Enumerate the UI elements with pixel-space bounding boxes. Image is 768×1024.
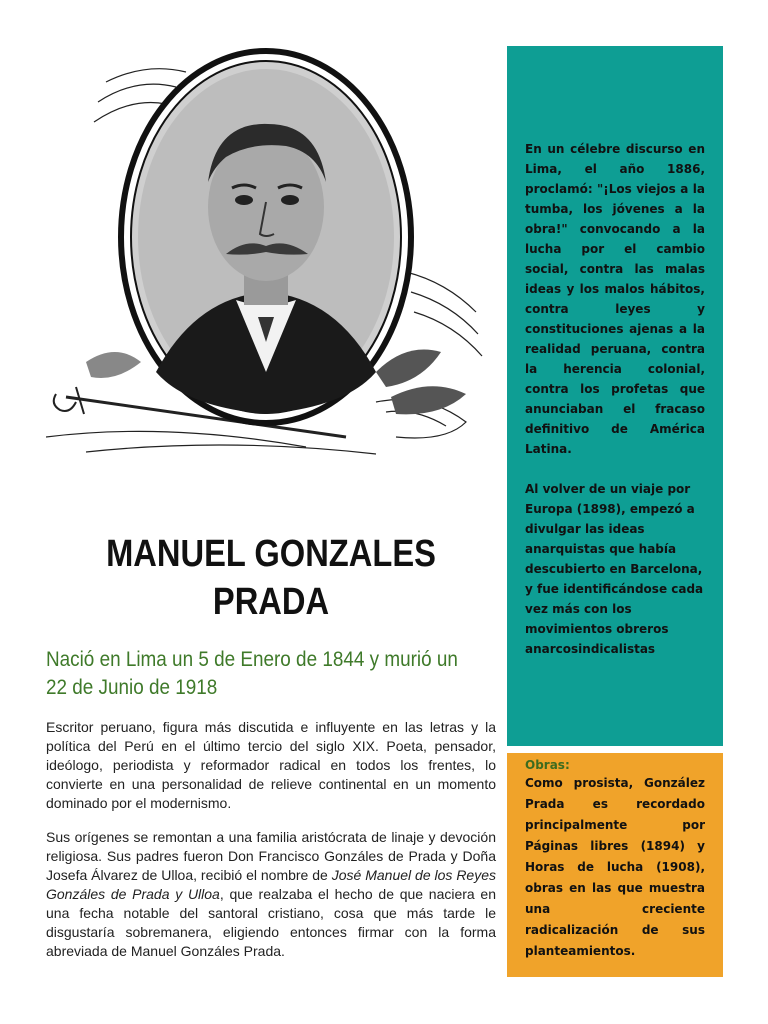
paragraph-2-start: Sus orígenes se remontan a una familia aristócrata de linaje y devoción religiosa. Sus padres fueron Don Francisco Gonzáles de Prada y Doña Josefa Álvarez de Ulloa, recibió el nombre de: [46, 829, 496, 883]
biography-paragraph-2: [46, 828, 496, 961]
works-text: Como prosista, González Prada es recordado principalmente por Páginas libres (1894) y Horas de lucha (1908), obras en las que muestra una creciente radicalización de sus planteamientos.: [525, 776, 705, 958]
page-title: MANUEL GONZALES PRADA: [106, 533, 436, 623]
anarchism-paragraph: Al volver de un viaje por Europa (1898), empezó a divulgar las ideas anarquistas que había descubierto en Barcelona, y fue identificándose cada vez más con los movimientos obreros anarcosindicalistas: [525, 482, 704, 656]
engraved-oval-portrait-icon: [46, 42, 488, 462]
birth-death-subtitle: Nació en Lima un 5 de Enero de 1844 y murió un 22 de Junio de 1918: [46, 648, 458, 699]
portrait-illustration: [46, 42, 488, 462]
paragraph-2-end: , que realzaba el hecho de que naciera en una fecha notable del santoral cristiano, cosa que más tarde le disgustaría sobremanera, eligiendo entonces firmar con la forma abreviada de Manuel Gonzáles Prada.: [46, 886, 497, 959]
biography-paragraph-1: Escritor peruano, figura más discutida e influyente en las letras y la política del Perú en el último tercio del siglo XIX. Poeta, pensador, ideólogo, periodista y reformador radical en todos los frentes, lo convierte en una personalidad de relieve continental en un momento dominado por el modernismo.: [46, 719, 496, 811]
full-birth-name: José Manuel de los Reyes Gonzáles de Prada y Ulloa: [46, 867, 497, 902]
speech-quote-paragraph: En un célebre discurso en Lima, el año 1886, proclamó: "¡Los viejos a la tumba, los jóvenes a la obra!" convocando a la lucha por el cambio social, contra las malas ideas y los malos hábitos, contra leyes y constituciones ajenas a la realidad peruana, contra la herencia colonial, contra los profetas que anunciaban el fracaso definitivo de América Latina.: [525, 142, 705, 456]
biography-text: [46, 718, 496, 976]
works-label: Obras:: [525, 758, 570, 772]
teal-sidebar-box: [507, 46, 723, 746]
works-sidebar-box: [507, 753, 723, 977]
